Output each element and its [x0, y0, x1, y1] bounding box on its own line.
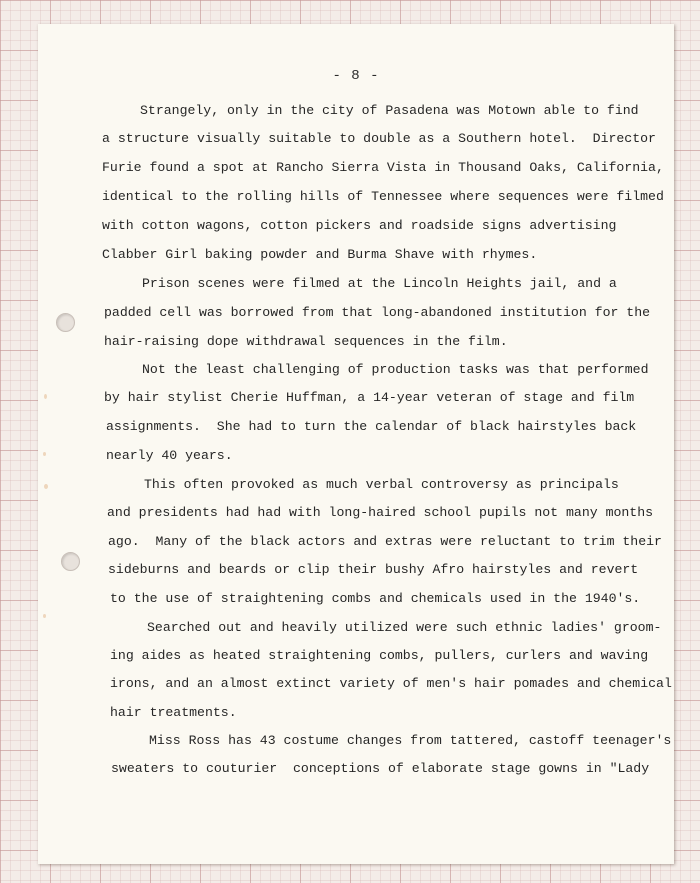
text-line: hair treatments. — [110, 705, 237, 720]
text-line: Strangely, only in the city of Pasadena was Motown able to find — [140, 103, 639, 118]
text-line: ago. Many of the black actors and extras were reluctant to trim their — [108, 534, 662, 549]
punch-hole-top — [56, 313, 75, 332]
text-line: Searched out and heavily utilized were such ethnic ladies' groom- — [147, 620, 662, 635]
text-line: and presidents had had with long-haired school pupils not many months — [107, 505, 654, 520]
text-line: Furie found a spot at Rancho Sierra Vista in Thousand Oaks, California, — [102, 160, 664, 175]
text-line: by hair stylist Cherie Huffman, a 14-year veteran of stage and film — [104, 390, 635, 405]
text-line: identical to the rolling hills of Tennessee where sequences were filmed — [102, 189, 664, 204]
typed-page — [38, 24, 674, 864]
text-line: sideburns and beards or clip their bushy Afro hairstyles and revert — [108, 562, 639, 577]
text-line: sweaters to couturier conceptions of elaborate stage gowns in "Lady — [111, 761, 650, 776]
stain-mark — [43, 452, 46, 456]
stain-mark — [43, 614, 46, 618]
text-line: assignments. She had to turn the calendar of black hairstyles back — [106, 419, 637, 434]
stain-mark — [44, 484, 48, 489]
text-line: to the use of straightening combs and chemicals used in the 1940's. — [110, 591, 641, 606]
text-line: nearly 40 years. — [106, 448, 233, 463]
text-line: This often provoked as much verbal controversy as principals — [144, 477, 619, 492]
text-line: Miss Ross has 43 costume changes from tattered, castoff teenager's — [149, 733, 672, 748]
text-line: padded cell was borrowed from that long-abandoned institution for the — [104, 305, 651, 320]
text-line: Clabber Girl baking powder and Burma Shave with rhymes. — [102, 247, 538, 262]
text-line: Prison scenes were filmed at the Lincoln Heights jail, and a — [142, 276, 617, 291]
text-line: with cotton wagons, cotton pickers and roadside signs advertising — [102, 218, 617, 233]
text-line: hair-raising dope withdrawal sequences in the film. — [104, 334, 508, 349]
stain-mark — [44, 394, 47, 399]
punch-hole-bottom — [61, 552, 80, 571]
page-number: - 8 - — [332, 68, 380, 84]
text-line: irons, and an almost extinct variety of men's hair pomades and chemical — [110, 676, 672, 691]
text-line: a structure visually suitable to double as a Southern hotel. Director — [102, 131, 656, 146]
text-line: Not the least challenging of production tasks was that performed — [142, 362, 649, 377]
text-line: ing aides as heated straightening combs, pullers, curlers and waving — [110, 648, 649, 663]
